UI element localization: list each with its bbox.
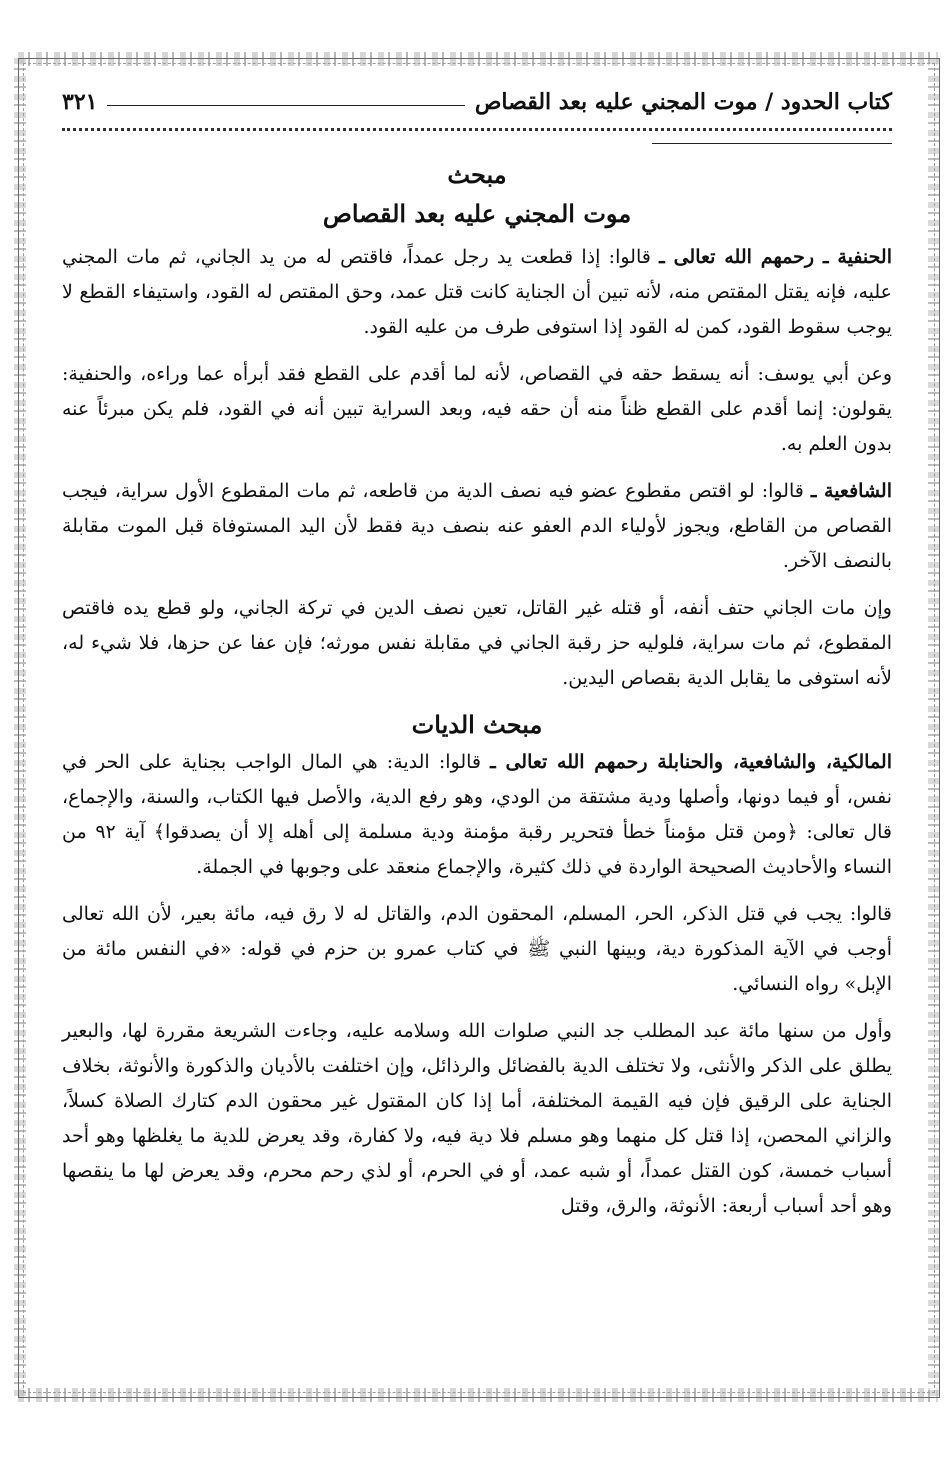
paragraph-text: وإن مات الجاني حتف أنفه، أو قتله غير القاتل، تعين نصف الدين في تركة الجاني، ولو قطع يده فاقتص المقطوع، ثم مات سراية، فلوليه حز رقبة الجاني في مقابلة نفس مورثه؛ فإن عفا عن حزها، فلا شيء له، لأنه استوفى ما يقابل الدية بقصاص اليدين. — [62, 597, 892, 689]
paragraph-history-diya — [62, 1014, 892, 1224]
paragraph-abu-yusuf — [62, 357, 892, 462]
paragraph-shafiiyya — [62, 474, 892, 579]
running-head-line — [107, 105, 464, 106]
paragraph-hundred-camels — [62, 897, 892, 1002]
paragraph-text: قالوا: إذا قطعت يد رجل عمداً، فاقتص له من يد الجاني، ثم مات المجني عليه، فإنه يقتل المقتص منه، لأنه تبين أن الجناية كانت قتل عمد، وحق المقتص له القود، واستيفاء القطع لا يوجب سقوط القود، كمن له القود إذا استوفى طرف من عليه القود. — [62, 246, 892, 338]
paragraph-text: قالوا: يجب في قتل الذكر، الحر، المسلم، المحقون الدم، والقاتل له لا رق فيه، مائة بعير، لأن الله تعالى أوجب في الآية المذكورة دية، وبينها النبي ﷺ في كتاب عمرو بن حزم في قوله: «في النفس مائة من الإبل» رواه النسائي. — [62, 903, 892, 995]
section-title: موت المجني عليه بعد القصاص — [322, 199, 632, 228]
page-content — [62, 82, 892, 1224]
paragraph-text: قالوا: الدية: هي المال الواجب بجناية على الحر في نفس، أو فيما دونها، وأصلها ودية مشتقة من الودي، وهو رفع الدية، والأصل فيها الكتاب، والسنة، والإجماع، قال تعالى: ﴿ومن قتل مؤمناً خطأ فتحرير رقبة مؤمنة ودية مسلمة إلى أهله إلا أن يصدقوا﴾ آية ٩٢ من النساء والأحاديث الصحيحة الواردة في ذلك كثيرة، والإجماع منعقد على وجوبها في الجملة. — [62, 751, 892, 878]
paragraph-lead: الحنفية ـ رحمهم الله تعالى ـ — [659, 246, 893, 268]
paragraph-hanafiyya — [62, 240, 892, 345]
running-head — [62, 82, 892, 122]
paragraph-text: وعن أبي يوسف: أنه يسقط حقه في القصاص، لأنه لما أقدم على القطع فقد أبرأه عما وراءه، والحنفية: يقولون: إنما أقدم على القطع ظناً منه أن حقه فيه، وبعد السراية تبين أنه في القود، فلم يكن مبرئاً عنه بدون العلم به. — [62, 363, 892, 455]
page-number: ٣٢١ — [62, 89, 98, 115]
paragraph-death-of-offender — [62, 591, 892, 696]
paragraph-text: وأول من سنها مائة عبد المطلب جد النبي صلوات الله وسلامه عليه، وجاءت الشريعة مقررة لها، والبعير يطلق على الذكر والأنثى، ولا تختلف الدية بالفضائل والرذائل، وإن اختلفت بالأديان والذكورة والأنوثة، بخلاف الجناية على الرقيق فإن فيه القيمة المختلفة، أما إذا كان المقتول غير محقون الدم كتارك الصلاة كسلاً، والزاني المحصن، إذا قتل كل منهما وهو مسلم فلا دية فيه، ولا كفارة، وقد يعرض للدية ما يغلظها وهو أحد أسباب خمسة، كون القتل عمداً، أو شبه عمد، أو في الحرم، أو لذي رحم محرم، وقد يعرض لها ما ينقصها وهو أحد أسباب أربعة: الأنوثة، والرق، وقتل — [62, 1020, 892, 1217]
running-title: كتاب الحدود / موت المجني عليه بعد القصاص — [474, 89, 892, 115]
short-rule — [652, 143, 892, 144]
paragraph-definition-diya — [62, 745, 892, 885]
dotted-separator — [62, 128, 892, 131]
diyat-heading: مبحث الديات — [411, 710, 543, 739]
section-heading: مبحث — [447, 160, 507, 189]
paragraph-lead: المالكية، والشافعية، والحنابلة رحمهم الله تعالى ـ — [490, 751, 892, 773]
paragraph-lead: الشافعية ـ — [810, 480, 892, 502]
paragraph-text: قالوا: لو اقتص مقطوع عضو فيه نصف الدية من قاطعه، ثم مات المقطوع الأول سراية، فيجب القصاص من القاطع، ويجوز لأولياء الدم العفو عنه بنصف دية فقط لأن اليد المستوفاة قبل الموت مقابلة بالنصف الآخر. — [62, 480, 892, 572]
